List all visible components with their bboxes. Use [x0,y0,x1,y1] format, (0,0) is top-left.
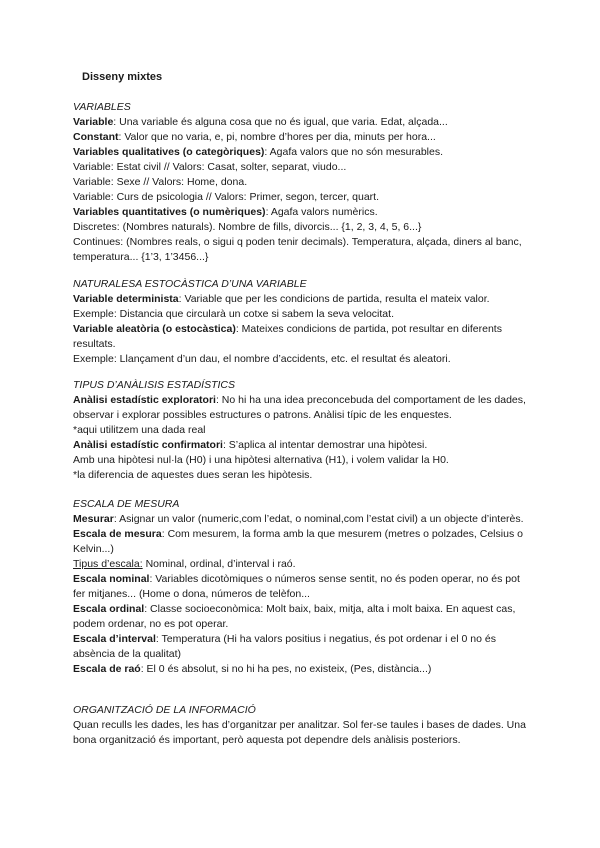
example-line: Discretes: (Nombres naturals). Nombre de fills, divorcis... {1, 2, 3, 4, 5, 6...} [73,221,422,233]
example-line: Variable: Sexe // Valors: Home, dona. [73,176,248,188]
section-organitzacio [73,703,528,748]
example-line: Variable: Estat civil // Valors: Casat, solter, separat, viudo... [73,161,347,173]
definition-line: Variables quantitatives (o numèriques): Agafa valors numèrics. [73,206,378,218]
definition-line: Constant: Valor que no varia, e, pi, nombre d’hores per dia, minuts per hora... [73,131,436,143]
section-heading: ESCALA DE MESURA [73,498,180,510]
definition-line: Escala d’interval: Temperatura (Hi ha valors positius i negatius, és pot ordenar i el 0 no és absència de la qualitat) [73,633,496,660]
paragraph-line: Quan reculls les dades, les has d’organitzar per analitzar. Sol fer-se taules i bases de dades. Una bona organització és important, però aquesta pot dependre dels anàlisis posteriors. [73,719,526,746]
section-heading: VARIABLES [73,101,131,113]
definition-line: Variable determinista: Variable que per les condicions de partida, resulta el mateix valor. [73,293,490,305]
example-line: Variable: Curs de psicologia // Valors: Primer, segon, tercer, quart. [73,191,380,203]
definition-line: Anàlisi estadístic exploratori: No hi ha una idea preconcebuda del comportament de les dades, observar i explorar possibles estructures o patrons. Anàlisi típic de les enquestes. [73,394,526,421]
definition-line: Variable: Una variable és alguna cosa que no és igual, que varia. Edat, alçada... [73,116,448,128]
definition-line: Escala de mesura: Com mesurem, la forma amb la que mesurem (metres o polzades, Celsius o Kelvin...) [73,528,523,555]
document-title: Disseny mixtes [82,71,163,83]
section-heading: ORGANITZACIÓ DE LA INFORMACIÓ [73,704,256,716]
example-line: Continues: (Nombres reals, o sigui q poden tenir decimals). Temperatura, alçada, diners al banc, temperatura... {1’3, 1’3456...} [73,236,522,263]
section-heading: TIPUS D’ANÀLISIS ESTADÍSTICS [73,379,236,391]
example-line: Amb una hipòtesi nul·la (H0) i una hipòtesi alternativa (H1), i volem validar la H0. [73,454,449,466]
definition-line: Escala ordinal: Classe socioeconòmica: Molt baix, baix, mitja, alta i molt baixa. En aquest cas, podem ordenar, no es pot operar. [73,603,516,630]
definition-line: Escala de raó: El 0 és absolut, si no hi ha pes, no existeix, (Pes, distància...) [73,663,432,675]
note-line: *aqui utilitzem una dada real [73,424,206,436]
example-line: Exemple: Llançament d’un dau, el nombre d’accidents, etc. el resultat és aleatori. [73,353,451,365]
section-variables [73,100,528,265]
note-line: *la diferencia de aquestes dues seran les hipòtesis. [73,469,313,481]
definition-line: Variables qualitatives (o categòriques): Agafa valors que no són mesurables. [73,146,444,158]
definition-line: Mesurar: Asignar un valor (numeric,com l’edat, o nominal,com l’estat civil) a un objecte d’interès. [73,513,524,525]
scale-types-line: Tipus d’escala: Nominal, ordinal, d’interval i raó. [73,558,296,570]
definition-line: Escala nominal: Variables dicotòmiques o números sense sentit, no és poden operar, no és pot fer mitjanes... (Home o dona, números de telèfon... [73,573,520,600]
example-line: Exemple: Distancia que circularà un cotxe si sabem la seva velocitat. [73,308,394,320]
definition-line: Anàlisi estadístic confirmatori: S’aplica al intentar demostrar una hipòtesi. [73,439,428,451]
section-naturalesa [73,277,528,367]
section-heading: NATURALESA ESTOCÀSTICA D’UNA VARIABLE [73,278,307,290]
section-escala-mesura [73,497,528,677]
definition-line: Variable aleatòria (o estocàstica): Mateixes condicions de partida, pot resultar en diferents resultats. [73,323,502,350]
section-tipus-analisis [73,378,528,483]
